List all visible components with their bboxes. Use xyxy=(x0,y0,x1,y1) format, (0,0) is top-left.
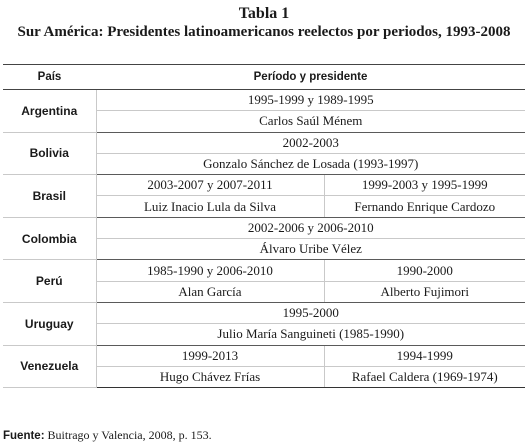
period-cell: 2003-2007 y 2007-2011 xyxy=(96,175,324,196)
country-cell: Venezuela xyxy=(3,345,96,388)
period-cell: 2002-2003 xyxy=(96,132,525,153)
president-cell: Álvaro Uribe Vélez xyxy=(96,239,525,260)
period-cell: 1999-2013 xyxy=(96,345,324,366)
period-cell: 1990-2000 xyxy=(324,260,525,281)
presidents-table xyxy=(3,64,525,388)
source-note xyxy=(3,428,212,443)
country-cell: Bolivia xyxy=(3,132,96,175)
president-cell: Luiz Inacio Lula da Silva xyxy=(96,196,324,217)
president-cell: Julio María Sanguineti (1985-1990) xyxy=(96,324,525,345)
table-row xyxy=(3,132,525,153)
period-cell: 1995-1999 y 1989-1995 xyxy=(96,90,525,111)
period-cell: 2002-2006 y 2006-2010 xyxy=(96,217,525,238)
president-cell: Hugo Chávez Frías xyxy=(96,366,324,387)
period-cell: 1995-2000 xyxy=(96,302,525,323)
president-cell: Carlos Saúl Ménem xyxy=(96,111,525,132)
table-row xyxy=(3,260,525,281)
table-header-row xyxy=(3,65,525,90)
table-caption xyxy=(0,4,528,42)
table-row xyxy=(3,345,525,366)
table-title: Tabla 1 xyxy=(238,5,290,22)
president-cell: Rafael Caldera (1969-1974) xyxy=(324,366,525,387)
source-label: Fuente: xyxy=(3,430,45,442)
table-row xyxy=(3,302,525,323)
table-row xyxy=(3,90,525,111)
country-cell: Argentina xyxy=(3,90,96,133)
source-text: Buitrago y Valencia, 2008, p. 153. xyxy=(44,428,212,442)
president-cell: Fernando Enrique Cardozo xyxy=(324,196,525,217)
table-subtitle: Sur América: Presidentes latinoamericanos reelectos por periodos, 1993-2008 xyxy=(17,24,511,40)
table-row xyxy=(3,217,525,238)
country-cell: Uruguay xyxy=(3,302,96,345)
header-period: Período y presidente xyxy=(96,65,525,90)
period-cell: 1994-1999 xyxy=(324,345,525,366)
president-cell: Gonzalo Sánchez de Losada (1993-1997) xyxy=(96,153,525,174)
president-cell: Alberto Fujimori xyxy=(324,281,525,302)
country-cell: Colombia xyxy=(3,217,96,260)
header-country: País xyxy=(3,65,96,90)
period-cell: 1985-1990 y 2006-2010 xyxy=(96,260,324,281)
president-cell: Alan García xyxy=(96,281,324,302)
table-row xyxy=(3,175,525,196)
period-cell: 1999-2003 y 1995-1999 xyxy=(324,175,525,196)
country-cell: Perú xyxy=(3,260,96,303)
country-cell: Brasil xyxy=(3,175,96,218)
